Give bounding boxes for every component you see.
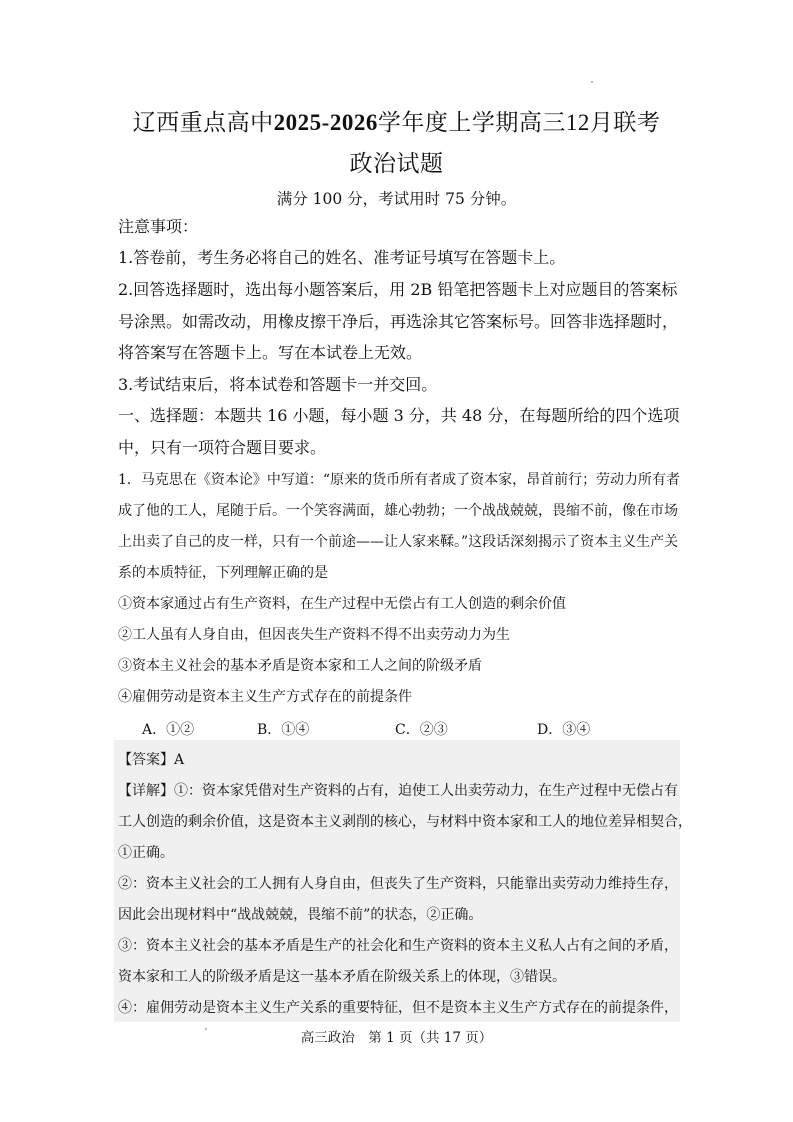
exam-title [0, 104, 793, 137]
title-part2: 学年度上学期高三 [377, 110, 566, 136]
question-stem-line: 系的本质特征，下列理解正确的是 [118, 565, 328, 581]
explanation-line: 因此会出现材料中“战战兢兢，畏缩不前”的状态，②正确。 [118, 907, 483, 923]
section-heading-cont: 中，只有一项符合题目要求。 [118, 438, 327, 457]
note-item: 1.答卷前，考生务必将自己的姓名、准考证号填写在答题卡上。 [118, 248, 566, 267]
section-heading: 一、选择题：本题共 16 小题，每小题 3 分，共 48 分，在每题所给的四个选项 [118, 406, 680, 425]
scan-speck [591, 81, 593, 83]
option-d[interactable]: D．③④ [537, 722, 591, 738]
answer-line: 【答案】A [118, 752, 185, 768]
title-part1: 辽西重点高中 [132, 110, 274, 136]
option-b[interactable]: B．①④ [257, 722, 310, 738]
statement-2: ②工人虽有人身自由，但因丧失生产资料不得不出卖劳动力为生 [118, 627, 510, 643]
statement-4: ④雇佣劳动是资本主义生产方式存在的前提条件 [118, 689, 412, 705]
explanation-line: 资本家和工人的阶级矛盾是这一基本矛盾在阶级关系上的体现，③错误。 [118, 969, 566, 985]
title-part3: 月联考 [589, 110, 661, 136]
explanation-line: 【详解】①：资本家凭借对生产资料的占有，迫使工人出卖劳动力，在生产过程中无偿占有 [118, 783, 678, 799]
note-item: 3.考试结束后，将本试卷和答题卡一并交回。 [118, 375, 438, 394]
note-item: 将答案写在答题卡上。写在本试卷上无效。 [118, 343, 423, 362]
option-a[interactable]: A．①② [142, 722, 195, 738]
page-footer: 高三政治 第 1 页（共 17 页） [300, 1030, 493, 1046]
explanation-line: ①正确。 [118, 845, 174, 861]
explanation-line: 工人创造的剩余价值，这是资本主义剥削的核心，与材料中资本家和工人的地位差异相契合， [118, 814, 692, 830]
question-stem-line: 1．马克思在《资本论》中写道：“原来的货币所有者成了资本家，昂首前行；劳动力所有者 [118, 472, 681, 488]
title-month: 12 [565, 110, 590, 135]
statement-1: ①资本家通过占有生产资料，在生产过程中无偿占有工人创造的剩余价值 [118, 596, 566, 612]
title-year: 2025-2026 [273, 110, 378, 135]
note-item: 号涂黑。如需改动，用橡皮擦干净后，再选涂其它答案标号。回答非选择题时， [118, 312, 679, 331]
explanation-line: ④：雇佣劳动是资本主义生产关系的重要特征，但不是资本主义生产方式存在的前提条件， [118, 1000, 678, 1016]
statement-3: ③资本主义社会的基本矛盾是资本家和工人之间的阶级矛盾 [118, 658, 482, 674]
explanation-line: ③：资本主义社会的基本矛盾是生产的社会化和生产资料的资本主义私人占有之间的矛盾， [118, 938, 678, 954]
question-stem-line: 上出卖了自己的皮一样，只有一个前途——让人家来鞣。”这段话深刻揭示了资本主义生产关 [118, 534, 679, 550]
score-info: 满分 100 分，考试用时 75 分钟。 [276, 190, 517, 208]
note-item: 2.回答选择题时，选出每小题答案后，用 2B 铅笔把答题卡上对应题目的答案标 [118, 280, 678, 299]
exam-subtitle: 政治试题 [349, 151, 444, 177]
explanation-line: ②：资本主义社会的工人拥有人身自由，但丧失了生产资料，只能靠出卖劳动力维持生存， [118, 876, 678, 892]
question-stem-line: 成了他的工人，尾随于后。一个笑容满面，雄心勃勃；一个战战兢兢，畏缩不前，像在市场 [118, 503, 678, 519]
notes-heading: 注意事项： [118, 217, 199, 236]
option-c[interactable]: C．②③ [395, 722, 448, 738]
